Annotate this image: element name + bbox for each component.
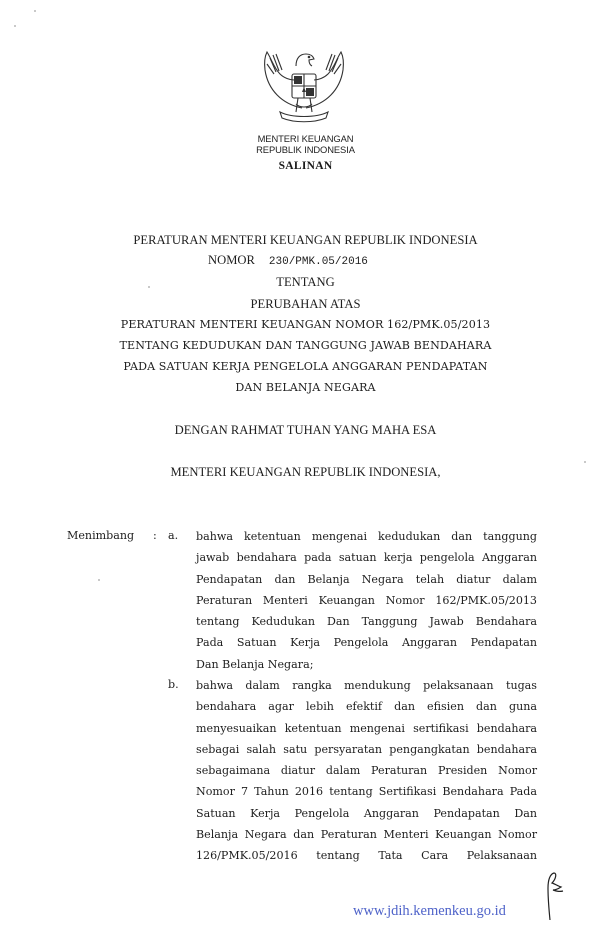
paragraph-line: Belanja Negara dan Peraturan Menteri Keuangan Nomor (196, 828, 537, 842)
scan-speck (14, 25, 16, 27)
subject-line: PERUBAHAN ATAS (250, 297, 361, 311)
garuda-emblem-icon (262, 46, 346, 128)
number-value: 230/PMK.05/2016 (268, 256, 368, 268)
paragraph-line: Nomor 7 Tahun 2016 tentang Sertifikasi Bendahara Pada (196, 785, 537, 799)
paragraph-line: Satuan Kerja Pengelola Anggaran Pendapatan Dan (196, 806, 537, 820)
scan-speck (584, 461, 586, 463)
item-marker-b: b. (168, 678, 179, 691)
paragraph-line: bahwa ketentuan mengenai kedudukan dan tanggung (196, 530, 537, 543)
paraph-signature-icon (536, 870, 566, 922)
paragraph-line: 126/PMK.05/2016 tentang Tata Cara Pelaksanaan (196, 849, 537, 863)
considering-item-a (196, 526, 537, 675)
footer-website-link[interactable]: www.jdih.kemenkeu.go.id (353, 903, 506, 919)
considering-label: Menimbang (67, 529, 135, 542)
copy-label: SALINAN (278, 160, 333, 172)
enacting-authority: MENTERI KEUANGAN REPUBLIK INDONESIA, (170, 465, 441, 479)
paragraph-line: sebagai salah satu persyaratan pengangkatan bendahara (196, 742, 537, 756)
considering-colon: : (153, 529, 157, 542)
regulation-title: PERATURAN MENTERI KEUANGAN REPUBLIK INDONESIA (133, 233, 478, 247)
regulation-number (208, 253, 368, 268)
paragraph-line: tentang Kedudukan Dan Tanggung Jawab Bendahara (196, 615, 537, 629)
subject-line: DAN BELANJA NEGARA (235, 381, 376, 394)
number-label: NOMOR (208, 253, 255, 267)
paragraph-line: Peraturan Menteri Keuangan Nomor 162/PMK.05/2013 (196, 593, 537, 607)
about-heading: TENTANG (276, 275, 335, 289)
subject-line: PERATURAN MENTERI KEUANGAN NOMOR 162/PMK.05/2013 (120, 318, 491, 331)
scan-speck (34, 10, 36, 12)
scan-speck (98, 579, 100, 581)
paragraph-line: Dan Belanja Negara; (196, 657, 314, 671)
invocation: DENGAN RAHMAT TUHAN YANG MAHA ESA (174, 423, 437, 437)
paragraph-line: jawab bendahara pada satuan kerja pengelola Anggaran (196, 551, 537, 565)
paragraph-line: menyesuaikan ketentuan mengenai sertifikasi bendahara (196, 721, 537, 735)
paragraph-line: Pada Satuan Kerja Pengelola Anggaran Pendapatan (196, 636, 537, 650)
considering-item-b (196, 675, 537, 867)
paragraph-line: Pendapatan dan Belanja Negara telah diatur dalam (196, 572, 537, 586)
letterhead-ministry: MENTERI KEUANGAN (257, 133, 354, 144)
subject-line: PADA SATUAN KERJA PENGELOLA ANGGARAN PENDAPATAN (123, 360, 488, 373)
letterhead-country: REPUBLIK INDONESIA (256, 144, 355, 155)
paragraph-line: bendahara agar lebih efektif dan efisien dan guna (196, 700, 537, 714)
item-marker-a: a. (168, 529, 179, 542)
paragraph-line: bahwa dalam rangka mendukung pelaksanaan tugas (196, 679, 537, 692)
subject-line: TENTANG KEDUDUKAN DAN TANGGUNG JAWAB BENDAHARA (119, 339, 492, 352)
paragraph-line: sebagaimana diatur dalam Peraturan Presiden Nomor (196, 764, 537, 778)
